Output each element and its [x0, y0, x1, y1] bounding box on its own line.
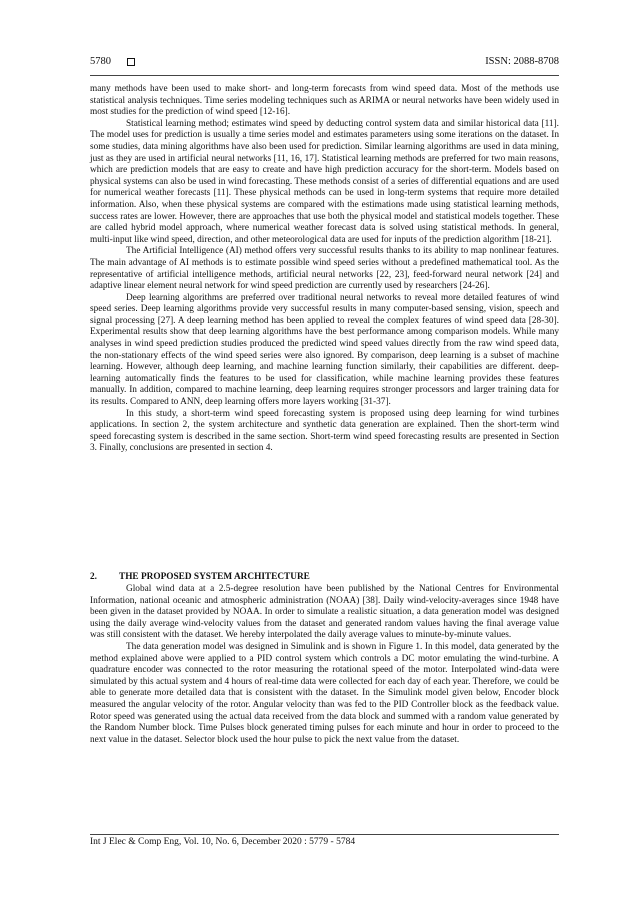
footer-divider	[90, 834, 559, 835]
paragraph-continuation: many methods have been used to make short- and long-term forecasts from wind speed data. Most of the methods use statistical analysis techniques. Time series modeling techniques such as ARIMA or neural networks have been widely used in most studies for the prediction of wind speed [12-16].	[90, 84, 559, 118]
paragraph-deep-learning: Deep learning algorithms are preferred over traditional neural networks to reveal more detailed features of wind speed series. Deep learning algorithms provide very successful results in many computer-based sensing, vision, speech and signal processing [27]. A deep learning method has been applied to reveal the complex features of wind speed data [28-30]. Experimental results show that deep learning algorithms have the best performance among comparison models. While many analyses in wind speed prediction studies produced the predicted wind speed values directly from the raw wind speed data, the non-stationary effects of the wind speed series were also ignored. By comparison, deep learning is a subset of machine learning. However, although deep learning, and machine learning function similarly, their capabilities are different. deep-learning automatically finds the features to be used for classification, while machine learning provides these features manually. In addition, compared to machine learning, deep learning requires stronger processors and larger training data for its results. Compared to ANN, deep learning offers more layers working [31-37].	[90, 292, 559, 408]
paragraph-statistical-learning: Statistical learning method; estimates wind speed by deducting control system data and similar historical data [11]. The model uses for prediction is usually a time series model and estimates parameters using some iterations on the dataset. In some studies, data mining algorithms have also been used for prediction. Similar learning algorithms are used in data mining, just as they are used in artificial neural networks [11, 16, 17]. Statistical learning methods are preferred for two main reasons, which are prediction models that are easy to create and have high prediction accuracy for the short-term. Models based on physical systems can also be used in wind forecasting. These methods consist of a series of differential equations and are used for numerical weather forecasts [11]. These physical methods can be used in long-term systems that require more detailed information. Also, when these physical systems are compared with the estimations made using statistical learning methods, success rates are lower. However, there are approaches that use both the physical model and statistical models together. These are called hybrid model approach, where numerical weather forecast data is solved using statistical methods. In general, multi-input like wind speed, direction, and other meteorological data are used for inputs of the prediction algorithm [18-21].	[90, 118, 559, 245]
section-heading	[90, 572, 559, 584]
intro-text-block	[90, 84, 559, 455]
paragraph-global-wind-data: Global wind data at a 2.5-degree resolution have been published by the National Centres for Environmental Information, national oceanic and atmospheric administration (NOAA) [38]. Daily wind-velocity-averages since 1948 have been given in the dataset provided by NOAA. In order to simulate a realistic situation, a data generation model was designed using the daily average wind-velocity values from the dataset and generated random values having the final average value was still consistent with the dataset. We hereby interpolated the daily average values to minute-by-minute values.	[90, 584, 559, 641]
page-header	[90, 56, 559, 72]
issn-label: ISSN: 2088-8708	[485, 56, 559, 67]
footer-citation: Int J Elec & Comp Eng, Vol. 10, No. 6, December 2020 : 5779 - 5784	[90, 837, 356, 847]
page-number: 5780	[90, 56, 111, 67]
paragraph-this-study: In this study, a short-term wind speed forecasting system is proposed using deep learning for wind turbines applications. In section 2, the system architecture and synthetic data generation are explained. Then the short-term wind speed forecasting system is described in the same section. Short-term wind speed forecasting results are presented in Section 3. Finally, conclusions are presented in section 4.	[90, 408, 559, 454]
section-title: THE PROPOSED SYSTEM ARCHITECTURE	[119, 572, 310, 582]
section-text-block	[90, 584, 559, 746]
paragraph-data-generation-model: The data generation model was designed in Simulink and is shown in Figure 1. In this model, data generated by the method explained above were applied to a PID control system which controls a DC motor emulating the wind-turbine. A quadrature encoder was connected to the rotor measuring the rotational speed of the motor. Interpolated wind-data were simulated by this actual system and 4 hours of real-time data were collected for each day of each year. Therefore, we could be able to generate more detailed data that is consistent with the dataset. In the Simulink model given below, Encoder block measured the angular velocity of the rotor. Angular velocity than was fed to the PID Controller block as the feedback value. Rotor speed was generated using the actual data received from the data block and summed with a random value generated by the Random Number block. Time Pulses block generated timing pulses for each minute and hour in order to proceed to the next value in the dataset. Selector block used the hour pulse to pick the next value from the dataset.	[90, 641, 559, 745]
header-divider	[90, 75, 559, 76]
section-number: 2.	[90, 572, 97, 582]
checkbox-square-icon	[127, 58, 135, 66]
paragraph-ai-method: The Artificial Intelligence (AI) method offers very successful results thanks to its ability to map nonlinear features. The main advantage of AI methods is to estimate possible wind speed series without a predefined mathematical tool. As the representative of artificial intelligence methods, artificial neural networks [22, 23], feed-forward neural network [24] and adaptive linear element neural network for wind speed prediction are currently used by researchers [24-26].	[90, 246, 559, 292]
